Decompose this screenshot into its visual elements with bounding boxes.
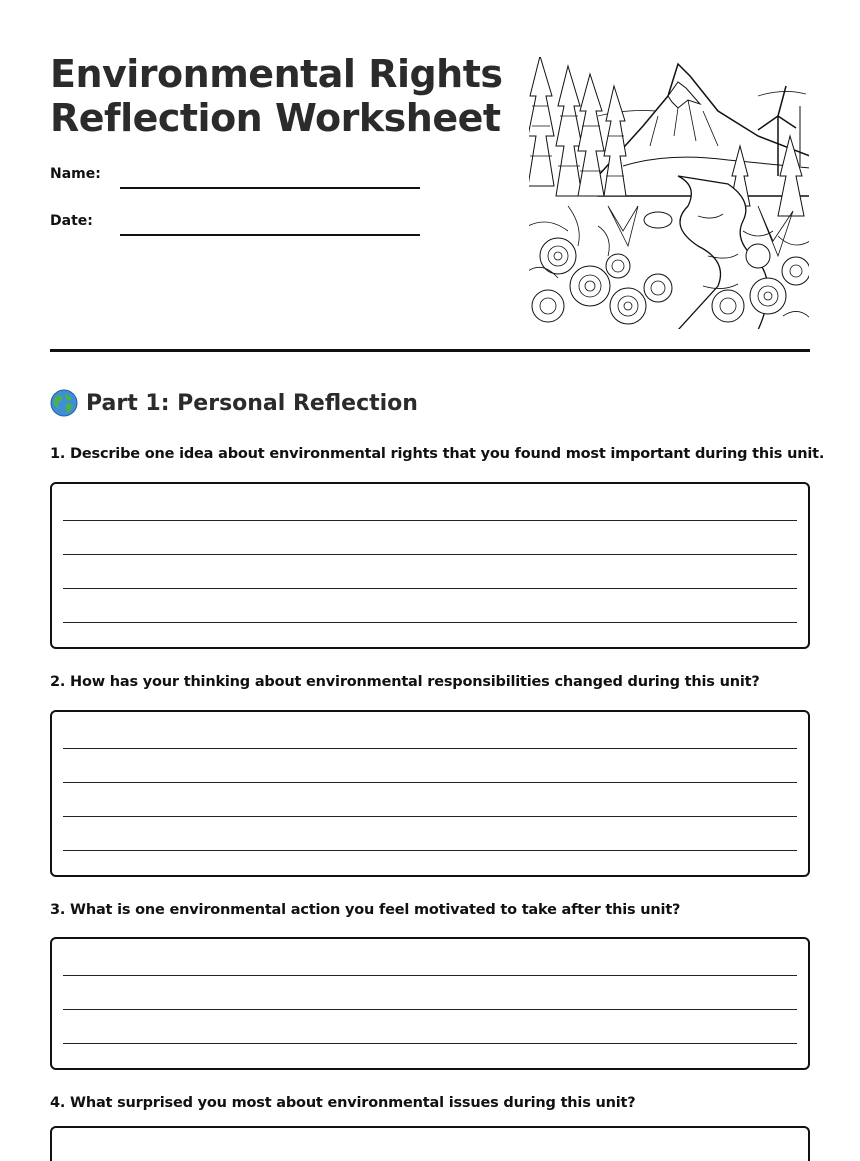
question-1: 1. Describe one idea about environmental rights that you found most important during this unit. xyxy=(50,446,825,462)
title-line-2: Reflection Worksheet xyxy=(50,96,501,140)
worksheet-title xyxy=(50,52,503,140)
section-heading-text: Part 1: Personal Reflection xyxy=(86,390,418,416)
date-label: Date: xyxy=(50,213,93,229)
answer-line xyxy=(63,748,797,749)
answer-line xyxy=(63,588,797,589)
header-divider xyxy=(50,349,810,352)
name-label: Name: xyxy=(50,166,101,182)
nature-landscape-illustration xyxy=(528,56,810,330)
answer-line xyxy=(63,782,797,783)
answer-box-4[interactable] xyxy=(50,1126,810,1161)
title-line-1: Environmental Rights xyxy=(50,52,503,96)
answer-box-3[interactable] xyxy=(50,937,810,1070)
answer-line xyxy=(63,1009,797,1010)
question-2: 2. How has your thinking about environmental responsibilities changed during this unit? xyxy=(50,674,760,690)
answer-line xyxy=(63,520,797,521)
question-3: 3. What is one environmental action you feel motivated to take after this unit? xyxy=(50,902,681,918)
answer-line xyxy=(63,554,797,555)
date-field[interactable] xyxy=(120,234,420,236)
answer-line xyxy=(63,816,797,817)
name-field[interactable] xyxy=(120,187,420,189)
globe-icon xyxy=(50,389,78,417)
answer-box-2[interactable] xyxy=(50,710,810,877)
section-heading xyxy=(50,389,418,417)
answer-line xyxy=(63,1043,797,1044)
answer-box-1[interactable] xyxy=(50,482,810,649)
answer-line xyxy=(63,850,797,851)
answer-line xyxy=(63,975,797,976)
answer-line xyxy=(63,622,797,623)
question-4: 4. What surprised you most about environmental issues during this unit? xyxy=(50,1095,636,1111)
